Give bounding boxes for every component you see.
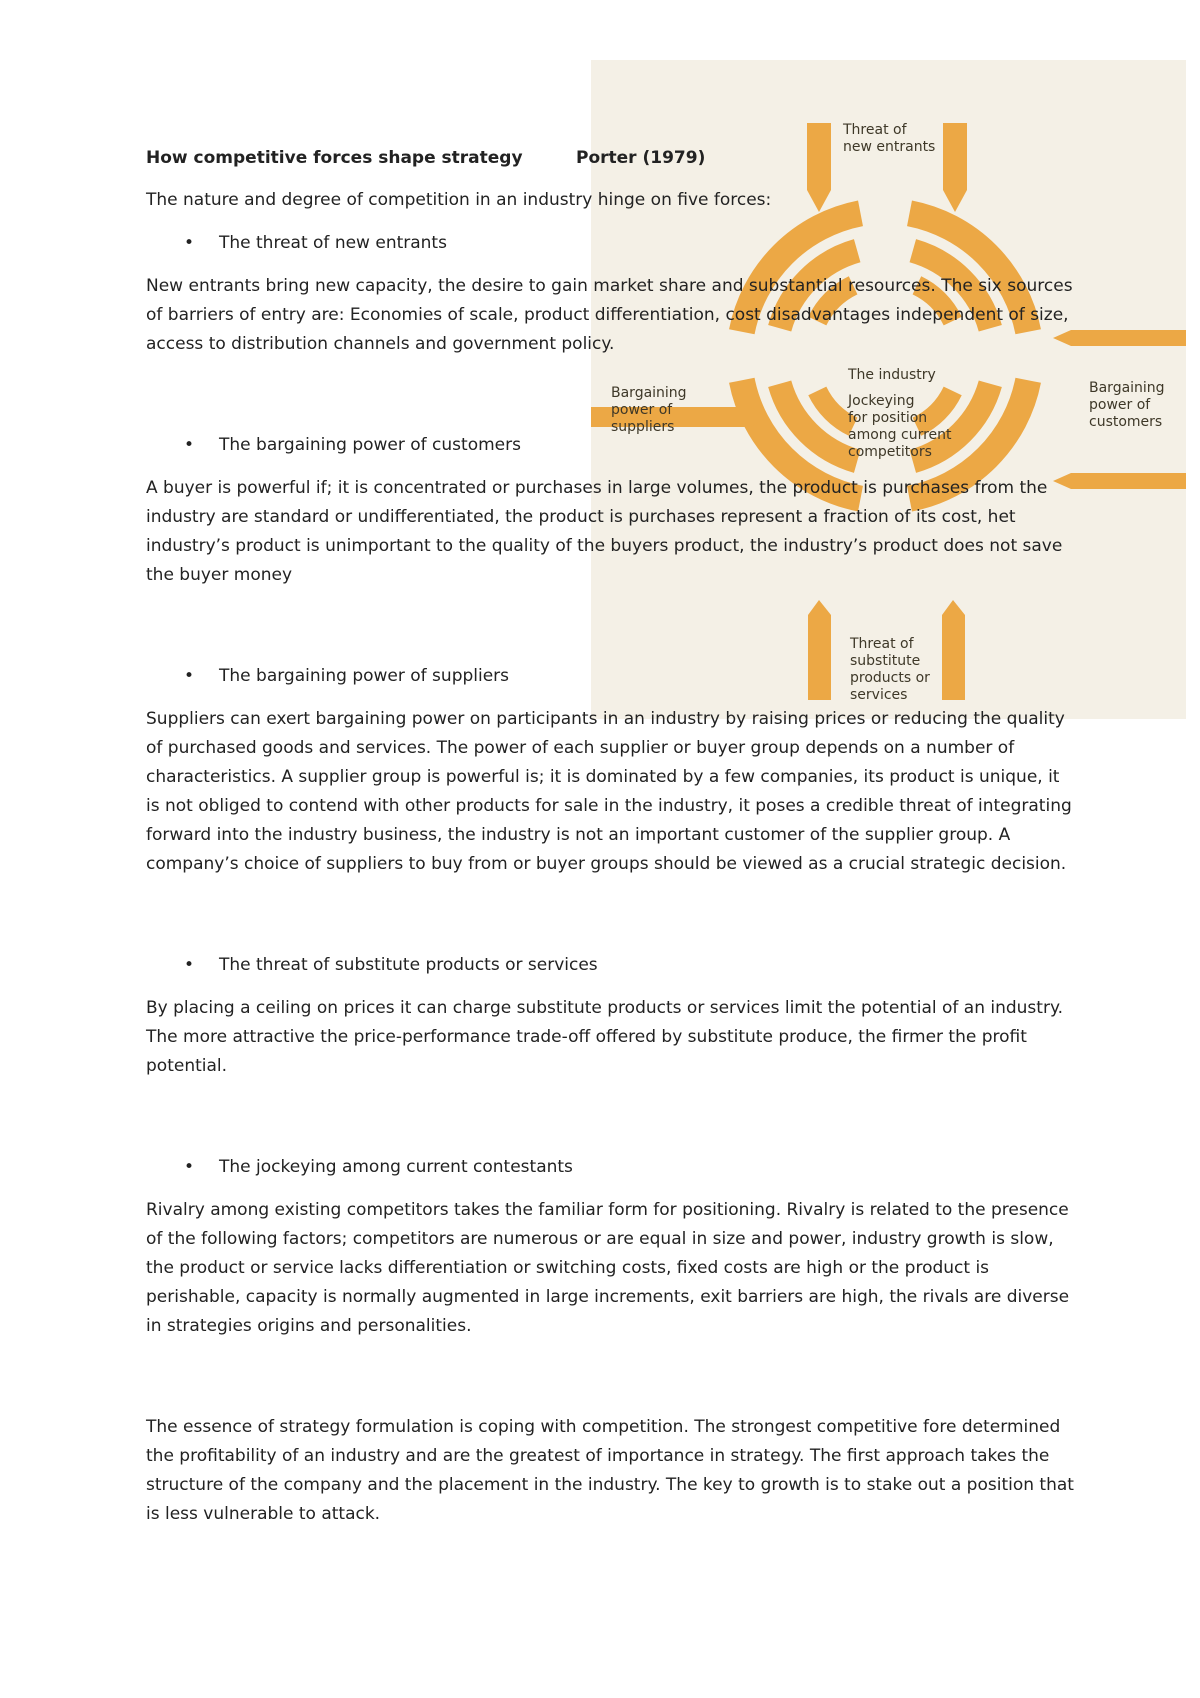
bullet-dot: •: [184, 666, 195, 686]
label-bargaining-customers: Bargaining power of customers: [1089, 380, 1165, 430]
document-author: Porter (1979): [576, 148, 706, 168]
bullet-dot: •: [184, 233, 195, 253]
label-center-title: The industry: [848, 367, 936, 383]
section-heading: The threat of new entrants: [219, 233, 447, 253]
section-heading: The threat of substitute products or services: [219, 955, 598, 975]
label-bargaining-suppliers: Bargaining power of suppliers: [611, 385, 687, 435]
bullet-bargaining-customers: [146, 431, 1076, 460]
label-jockeying: Jockeying for position among current competitors: [848, 393, 952, 460]
bullet-substitutes: [146, 951, 1076, 980]
section-heading: The bargaining power of suppliers: [219, 666, 510, 686]
bullet-new-entrants: [146, 229, 1076, 258]
document-title: How competitive forces shape strategy: [146, 148, 523, 168]
paragraph-new-entrants: New entrants bring new capacity, the desire to gain market share and substantial resources. The six sources of barriers of entry are: Economies of scale, product differentiation, cost disadvantages independent of size, access to distribution channels and government policy.: [146, 276, 1073, 354]
paragraph-bargaining-customers: A buyer is powerful if; it is concentrated or purchases in large volumes, the product is purchases from the industry are standard or undifferentiated, the product is purchases represent a fraction of its cost, het industry’s product is unimportant to the quality of the buyers product, the industry’s product does not save the buyer money: [146, 478, 1063, 585]
paragraph-substitutes: By placing a ceiling on prices it can charge substitute products or services limit the potential of an industry. The more attractive the price-performance trade-off offered by substitute produce, the firmer the profit potential.: [146, 998, 1063, 1076]
section-heading: The bargaining power of customers: [219, 435, 521, 455]
bullet-dot: •: [184, 1157, 195, 1177]
conclusion-paragraph: The essence of strategy formulation is coping with competition. The strongest competitive fore determined the profitability of an industry and are the greatest of importance in strategy. The first approach takes the structure of the company and the placement in the industry. The key to growth is to stake out a position that is less vulnerable to attack.: [146, 1417, 1074, 1524]
bullet-bargaining-suppliers: [146, 662, 1076, 691]
document-header: [146, 144, 1076, 173]
label-threat-substitutes: Threat of substitute products or services: [850, 636, 930, 703]
paragraph-jockeying: Rivalry among existing competitors takes the familiar form for positioning. Rivalry is related to the presence of the following factors; competitors are numerous or are equal in size and power, industry growth is slow, the product or service lacks differentiation or switching costs, fixed costs are high or the product is perishable, capacity is normally augmented in large increments, exit barriers are high, the rivals are diverse in strategies origins and personalities.: [146, 1200, 1070, 1336]
bullet-jockeying: [146, 1153, 1076, 1182]
bullet-dot: •: [184, 955, 195, 975]
bullet-dot: •: [184, 435, 195, 455]
document-body: [146, 144, 1076, 1543]
paragraph-bargaining-suppliers: Suppliers can exert bargaining power on participants in an industry by raising prices or reducing the quality of purchased goods and services. The power of each supplier or buyer group depends on a number of characteristics. A supplier group is powerful is; it is dominated by a few companies, its product is unique, it is not obliged to contend with other products for sale in the industry, it poses a credible threat of integrating forward into the industry business, the industry is not an important customer of the supplier group. A company’s choice of suppliers to buy from or buyer groups should be viewed as a crucial strategic decision.: [146, 709, 1072, 874]
section-heading: The jockeying among current contestants: [219, 1157, 573, 1177]
label-threat-new-entrants: Threat of new entrants: [843, 122, 936, 155]
intro-paragraph: The nature and degree of competition in an industry hinge on five forces:: [146, 190, 772, 210]
